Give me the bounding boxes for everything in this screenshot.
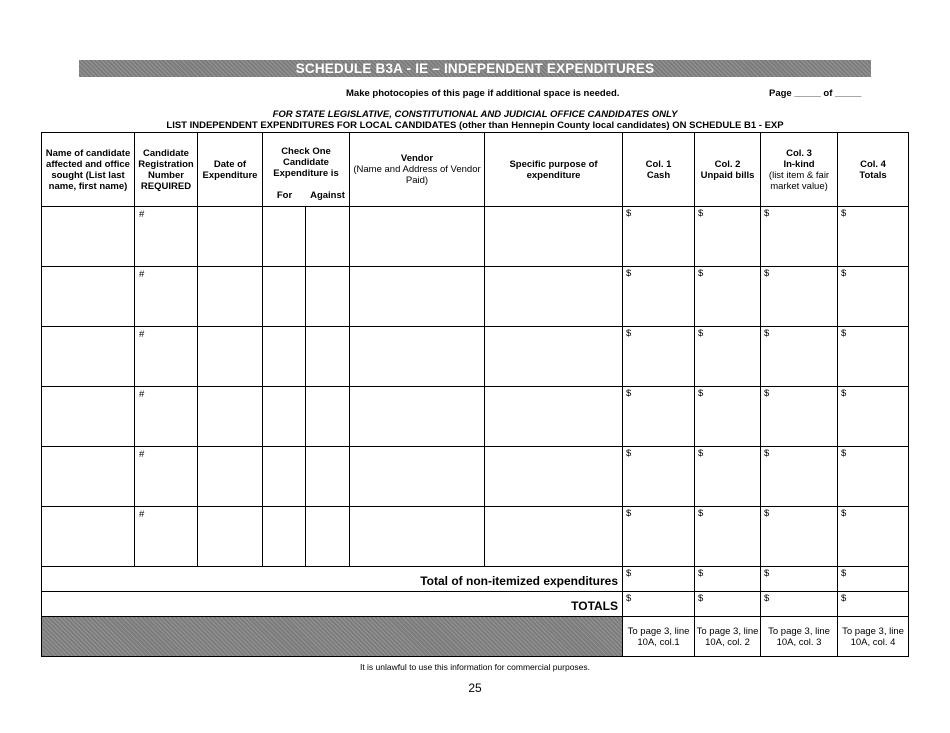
non-itemized-col3[interactable] <box>761 567 838 592</box>
registration-cell[interactable] <box>135 387 198 447</box>
for-cell[interactable] <box>263 267 306 327</box>
registration-cell[interactable] <box>135 207 198 267</box>
dollar-sign: $ <box>841 593 847 604</box>
registration-cell[interactable] <box>135 447 198 507</box>
registration-cell[interactable] <box>135 327 198 387</box>
expenditures-table <box>41 132 909 657</box>
col3-cell[interactable] <box>761 327 838 387</box>
against-cell[interactable] <box>306 267 350 327</box>
col4-subtitle: Totals <box>859 169 887 181</box>
dollar-sign: $ <box>698 448 704 459</box>
purpose-cell[interactable] <box>485 207 623 267</box>
col1-subtitle: Cash <box>646 169 671 181</box>
dollar-sign: $ <box>764 268 770 279</box>
dollar-sign: $ <box>626 448 632 459</box>
table-row <box>42 267 909 327</box>
purpose-cell[interactable] <box>485 507 623 567</box>
non-itemized-row <box>42 567 909 592</box>
dollar-sign: $ <box>764 568 770 579</box>
dollar-sign: $ <box>764 328 770 339</box>
totals-label: TOTALS <box>42 592 623 617</box>
totals-col2[interactable] <box>695 592 761 617</box>
col3-subtitle: In-kind <box>783 158 815 170</box>
date-cell[interactable] <box>198 387 263 447</box>
dollar-sign: $ <box>841 388 847 399</box>
col2-cell[interactable] <box>695 207 761 267</box>
col4-cell[interactable] <box>838 267 909 327</box>
col1-cell[interactable] <box>623 387 695 447</box>
header-registration-number: Candidate Registration Number REQUIRED <box>135 133 198 207</box>
dollar-sign: $ <box>698 593 704 604</box>
dollar-sign: $ <box>626 568 632 579</box>
dollar-sign: $ <box>841 268 847 279</box>
hash-mark: # <box>139 329 145 340</box>
col4-cell[interactable] <box>838 327 909 387</box>
vendor-cell[interactable] <box>350 447 485 507</box>
to-page-col4: To page 3, line 10A, col. 4 <box>838 617 909 657</box>
dollar-sign: $ <box>764 208 770 219</box>
name-cell[interactable] <box>42 207 135 267</box>
col1-cell[interactable] <box>623 447 695 507</box>
dollar-sign: $ <box>626 593 632 604</box>
date-cell[interactable] <box>198 507 263 567</box>
purpose-cell[interactable] <box>485 327 623 387</box>
hash-mark: # <box>139 209 145 220</box>
shaded-block <box>42 617 623 657</box>
totals-col4[interactable] <box>838 592 909 617</box>
dollar-sign: $ <box>626 388 632 399</box>
name-cell[interactable] <box>42 387 135 447</box>
col3-cell[interactable] <box>761 207 838 267</box>
header-col3-inkind <box>761 133 838 207</box>
check-one-label: Check One Candidate Expenditure is <box>273 146 339 179</box>
against-cell[interactable] <box>306 447 350 507</box>
dollar-sign: $ <box>698 208 704 219</box>
col4-title: Col. 4 <box>860 158 886 170</box>
vendor-cell[interactable] <box>350 207 485 267</box>
dollar-sign: $ <box>698 508 704 519</box>
header-purpose: Specific purpose of expenditure <box>485 133 623 207</box>
dollar-sign: $ <box>698 328 704 339</box>
dollar-sign: $ <box>841 508 847 519</box>
col2-subtitle: Unpaid bills <box>700 169 755 181</box>
dollar-sign: $ <box>764 388 770 399</box>
totals-col3[interactable] <box>761 592 838 617</box>
col1-title: Col. 1 <box>645 158 672 170</box>
vendor-cell[interactable] <box>350 507 485 567</box>
check-for-label: For <box>276 190 293 201</box>
vendor-subtitle: (Name and Address of Vendor Paid) <box>353 164 481 186</box>
col3-title: Col. 3 <box>786 147 812 159</box>
for-cell[interactable] <box>263 207 306 267</box>
dollar-sign: $ <box>698 568 704 579</box>
header-name-candidate: Name of candidate affected and office sought (List last name, first name) <box>42 133 135 207</box>
against-cell[interactable] <box>306 207 350 267</box>
hash-mark: # <box>139 509 145 520</box>
page-number: 25 <box>468 681 482 695</box>
dollar-sign: $ <box>764 448 770 459</box>
hash-mark: # <box>139 389 145 400</box>
dollar-sign: $ <box>841 568 847 579</box>
against-cell[interactable] <box>306 387 350 447</box>
col3-cell[interactable] <box>761 447 838 507</box>
name-cell[interactable] <box>42 447 135 507</box>
dollar-sign: $ <box>841 208 847 219</box>
for-cell[interactable] <box>263 327 306 387</box>
dollar-sign: $ <box>698 388 704 399</box>
to-page-col1: To page 3, line 10A, col.1 <box>623 617 695 657</box>
header-date-of-expenditure: Date of Expenditure <box>198 133 263 207</box>
for-cell[interactable] <box>263 447 306 507</box>
dollar-sign: $ <box>841 448 847 459</box>
non-itemized-col2[interactable] <box>695 567 761 592</box>
subtitle-bold: LIST INDEPENDENT EXPENDITURES FOR LOCAL CANDIDATES (other than Hennepin County local candidates) ON SCHEDULE B1 - EXP <box>166 120 784 131</box>
col1-cell[interactable] <box>623 507 695 567</box>
col3-cell[interactable] <box>761 387 838 447</box>
to-page-row <box>42 617 909 657</box>
col2-cell[interactable] <box>695 387 761 447</box>
dollar-sign: $ <box>841 328 847 339</box>
header-vendor <box>350 133 485 207</box>
dollar-sign: $ <box>764 593 770 604</box>
date-cell[interactable] <box>198 447 263 507</box>
totals-col1[interactable] <box>623 592 695 617</box>
date-cell[interactable] <box>198 327 263 387</box>
header-col2-unpaid <box>695 133 761 207</box>
dollar-sign: $ <box>626 508 632 519</box>
date-cell[interactable] <box>198 267 263 327</box>
subtitle-italic: FOR STATE LEGISLATIVE, CONSTITUTIONAL AND JUDICIAL OFFICE CANDIDATES ONLY <box>272 109 678 120</box>
footer-note: It is unlawful to use this information for commercial purposes. <box>359 662 591 672</box>
non-itemized-label: Total of non-itemized expenditures <box>42 567 623 592</box>
vendor-cell[interactable] <box>350 327 485 387</box>
col4-cell[interactable] <box>838 207 909 267</box>
col4-cell[interactable] <box>838 507 909 567</box>
purpose-cell[interactable] <box>485 387 623 447</box>
to-page-col3: To page 3, line 10A, col. 3 <box>761 617 838 657</box>
to-page-col2: To page 3, line 10A, col. 2 <box>695 617 761 657</box>
non-itemized-col4[interactable] <box>838 567 909 592</box>
col1-cell[interactable] <box>623 207 695 267</box>
page-of-field[interactable]: Page _____ of _____ <box>769 88 862 99</box>
col4-cell[interactable] <box>838 387 909 447</box>
schedule-title: SCHEDULE B3A - IE – INDEPENDENT EXPENDITURES <box>79 60 871 77</box>
col2-cell[interactable] <box>695 327 761 387</box>
name-cell[interactable] <box>42 507 135 567</box>
col3-cell[interactable] <box>761 267 838 327</box>
dollar-sign: $ <box>626 328 632 339</box>
col2-cell[interactable] <box>695 447 761 507</box>
table-row <box>42 387 909 447</box>
header-row <box>42 133 909 207</box>
purpose-cell[interactable] <box>485 267 623 327</box>
vendor-title: Vendor <box>400 153 434 164</box>
table-row <box>42 327 909 387</box>
col3-note: (list item & fair market value) <box>768 169 830 192</box>
date-cell[interactable] <box>198 207 263 267</box>
col2-cell[interactable] <box>695 507 761 567</box>
table-row <box>42 507 909 567</box>
hash-mark: # <box>139 449 145 460</box>
table-row <box>42 207 909 267</box>
photocopy-note: Make photocopies of this page if additional space is needed. <box>346 88 620 99</box>
col3-cell[interactable] <box>761 507 838 567</box>
dollar-sign: $ <box>698 268 704 279</box>
against-cell[interactable] <box>306 507 350 567</box>
table-row <box>42 447 909 507</box>
header-col1-cash <box>623 133 695 207</box>
totals-row <box>42 592 909 617</box>
for-cell[interactable] <box>263 507 306 567</box>
check-against-label: Against <box>310 190 345 201</box>
vendor-cell[interactable] <box>350 267 485 327</box>
name-cell[interactable] <box>42 267 135 327</box>
dollar-sign: $ <box>626 268 632 279</box>
vendor-cell[interactable] <box>350 387 485 447</box>
col2-cell[interactable] <box>695 267 761 327</box>
purpose-cell[interactable] <box>485 447 623 507</box>
registration-cell[interactable] <box>135 507 198 567</box>
dollar-sign: $ <box>626 208 632 219</box>
col1-cell[interactable] <box>623 267 695 327</box>
header-col4-totals <box>838 133 909 207</box>
col2-title: Col. 2 <box>714 158 741 170</box>
name-cell[interactable] <box>42 327 135 387</box>
for-cell[interactable] <box>263 387 306 447</box>
registration-cell[interactable] <box>135 267 198 327</box>
hash-mark: # <box>139 269 145 280</box>
non-itemized-col1[interactable] <box>623 567 695 592</box>
dollar-sign: $ <box>764 508 770 519</box>
header-check-one <box>263 133 350 207</box>
against-cell[interactable] <box>306 327 350 387</box>
col1-cell[interactable] <box>623 327 695 387</box>
col4-cell[interactable] <box>838 447 909 507</box>
